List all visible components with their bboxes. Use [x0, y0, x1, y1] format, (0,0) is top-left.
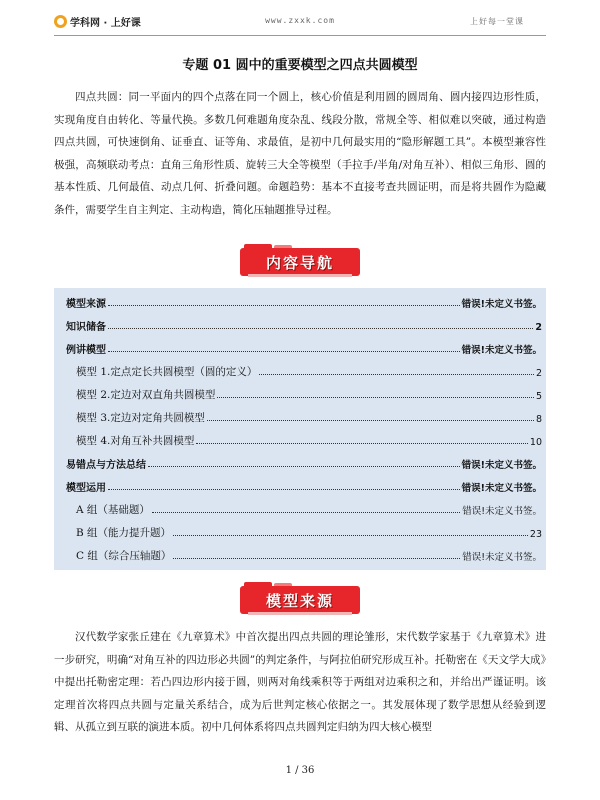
contents-banner-label: 内容导航: [240, 248, 360, 276]
toc-item[interactable]: [54, 382, 546, 402]
logo-text: 学科网 · 上好课: [70, 18, 141, 29]
banner-shadow: [248, 612, 352, 615]
toc-leader-dots: [148, 466, 460, 467]
toc-item-page: 23: [529, 529, 542, 540]
toc-item[interactable]: [54, 336, 546, 356]
toc-item-page: 2: [535, 368, 542, 379]
toc-item-page: 错误!未定义书签。: [461, 483, 542, 494]
site-url: www.zxxk.com: [265, 16, 335, 25]
toc-item-page: 错误!未定义书签。: [461, 299, 542, 310]
header-slogan: 上好每一堂课: [470, 17, 524, 26]
toc-item-page: 5: [535, 391, 542, 402]
toc-item[interactable]: [54, 359, 546, 379]
contents-banner: [240, 244, 360, 278]
intro-paragraph: 四点共圆：同一平面内的四个点落在同一个圆上，核心价值是利用圆的圆周角、圆内接四边形性质，实现角度自由转化、等量代换。多数几何难题角度杂乱、线段分散，常规全等、相似难以突破，通过构造四点共圆，可快速倒角、证垂直、证等角、求最值，是初中几何最实用的“隐形解题工具”。本模型兼容性极强，高频联动考点：直角三角形性质、旋转三大全等模型（手拉手/半角/对角互补）、相似三角形、圆的基本性质、几何最值、动点几何、折叠问题。命题趋势：基本不直接考查共圆证明，而是将共圆作为隐藏条件，需要学生自主判定、主动构造，简化压轴题推导过程。: [54, 91, 546, 216]
source-banner-label: 模型来源: [240, 586, 360, 614]
toc-item-label: 模型 2.定边对双直角共圆模型: [76, 389, 216, 401]
toc-item-label: C 组（综合压轴题）: [76, 550, 172, 562]
toc-item-label: 模型来源: [66, 299, 106, 310]
toc-item-label: 例讲模型: [66, 345, 106, 356]
toc-item[interactable]: [54, 313, 546, 333]
toc-item-label: 知识储备: [66, 322, 106, 333]
toc-item-label: 模型 1.定点定长共圆模型（圆的定义）: [76, 366, 258, 378]
toc-leader-dots: [173, 558, 460, 559]
toc-item-label: B 组（能力提升题）: [76, 527, 172, 539]
header-divider: [54, 35, 546, 36]
page-number: 1 / 36: [285, 765, 315, 776]
toc-item-label: A 组（基础题）: [76, 504, 150, 516]
toc-leader-dots: [259, 374, 534, 375]
toc-leader-dots: [207, 420, 534, 421]
toc-item[interactable]: [54, 290, 546, 310]
toc-item-label: 模型运用: [66, 483, 106, 494]
toc-item-label: 易错点与方法总结: [66, 460, 146, 471]
toc-item-page: 错误!未定义书签。: [461, 460, 542, 471]
toc-item[interactable]: [54, 405, 546, 425]
toc-item-page: 8: [535, 414, 542, 425]
table-of-contents: [54, 288, 546, 570]
toc-leader-dots: [108, 351, 460, 352]
history-paragraph: 汉代数学家张丘建在《九章算术》中首次提出四点共圆的理论雏形，宋代数学家基于《九章算术》进一步研究，明确“对角互补的四边形必共圆”的判定条件，与阿拉伯研究形成互补。托勒密在《天文学大成》中提出托勒密定理：若凸四边形内接于圆，则两对角线乘积等于两组对边乘积之和，并给出严谨证明。该定理首次将四点共圆与定量关系结合，成为后世判定核心依据之一。其发展体现了数学思想从经验到逻辑、从孤立到互联的演进本质。初中几何体系将四点共圆判定归纳为四大核心模型: [54, 631, 546, 733]
toc-leader-dots: [108, 489, 460, 490]
toc-item-page: 2: [535, 322, 542, 333]
toc-leader-dots: [152, 512, 460, 513]
source-banner: [240, 582, 360, 616]
toc-leader-dots: [108, 328, 533, 329]
toc-item-page: 错误!未定义书签。: [462, 552, 542, 563]
toc-item[interactable]: [54, 497, 546, 517]
toc-leader-dots: [217, 397, 534, 398]
toc-item[interactable]: [54, 428, 546, 448]
toc-item[interactable]: [54, 520, 546, 540]
document-title: 专题 01 圆中的重要模型之四点共圆模型: [182, 58, 418, 73]
toc-item[interactable]: [54, 451, 546, 471]
toc-item-page: 10: [529, 437, 542, 448]
toc-item-label: 模型 3.定边对定角共圆模型: [76, 412, 205, 424]
banner-shadow: [248, 274, 352, 277]
toc-leader-dots: [196, 443, 528, 444]
page-header: [0, 0, 600, 42]
toc-item-label: 模型 4.对角互补共圆模型: [76, 435, 195, 447]
toc-item[interactable]: [54, 474, 546, 494]
toc-item-page: 错误!未定义书签。: [462, 506, 542, 517]
toc-item[interactable]: [54, 543, 546, 563]
toc-item-page: 错误!未定义书签。: [461, 345, 542, 356]
toc-leader-dots: [108, 305, 460, 306]
toc-leader-dots: [173, 535, 528, 536]
